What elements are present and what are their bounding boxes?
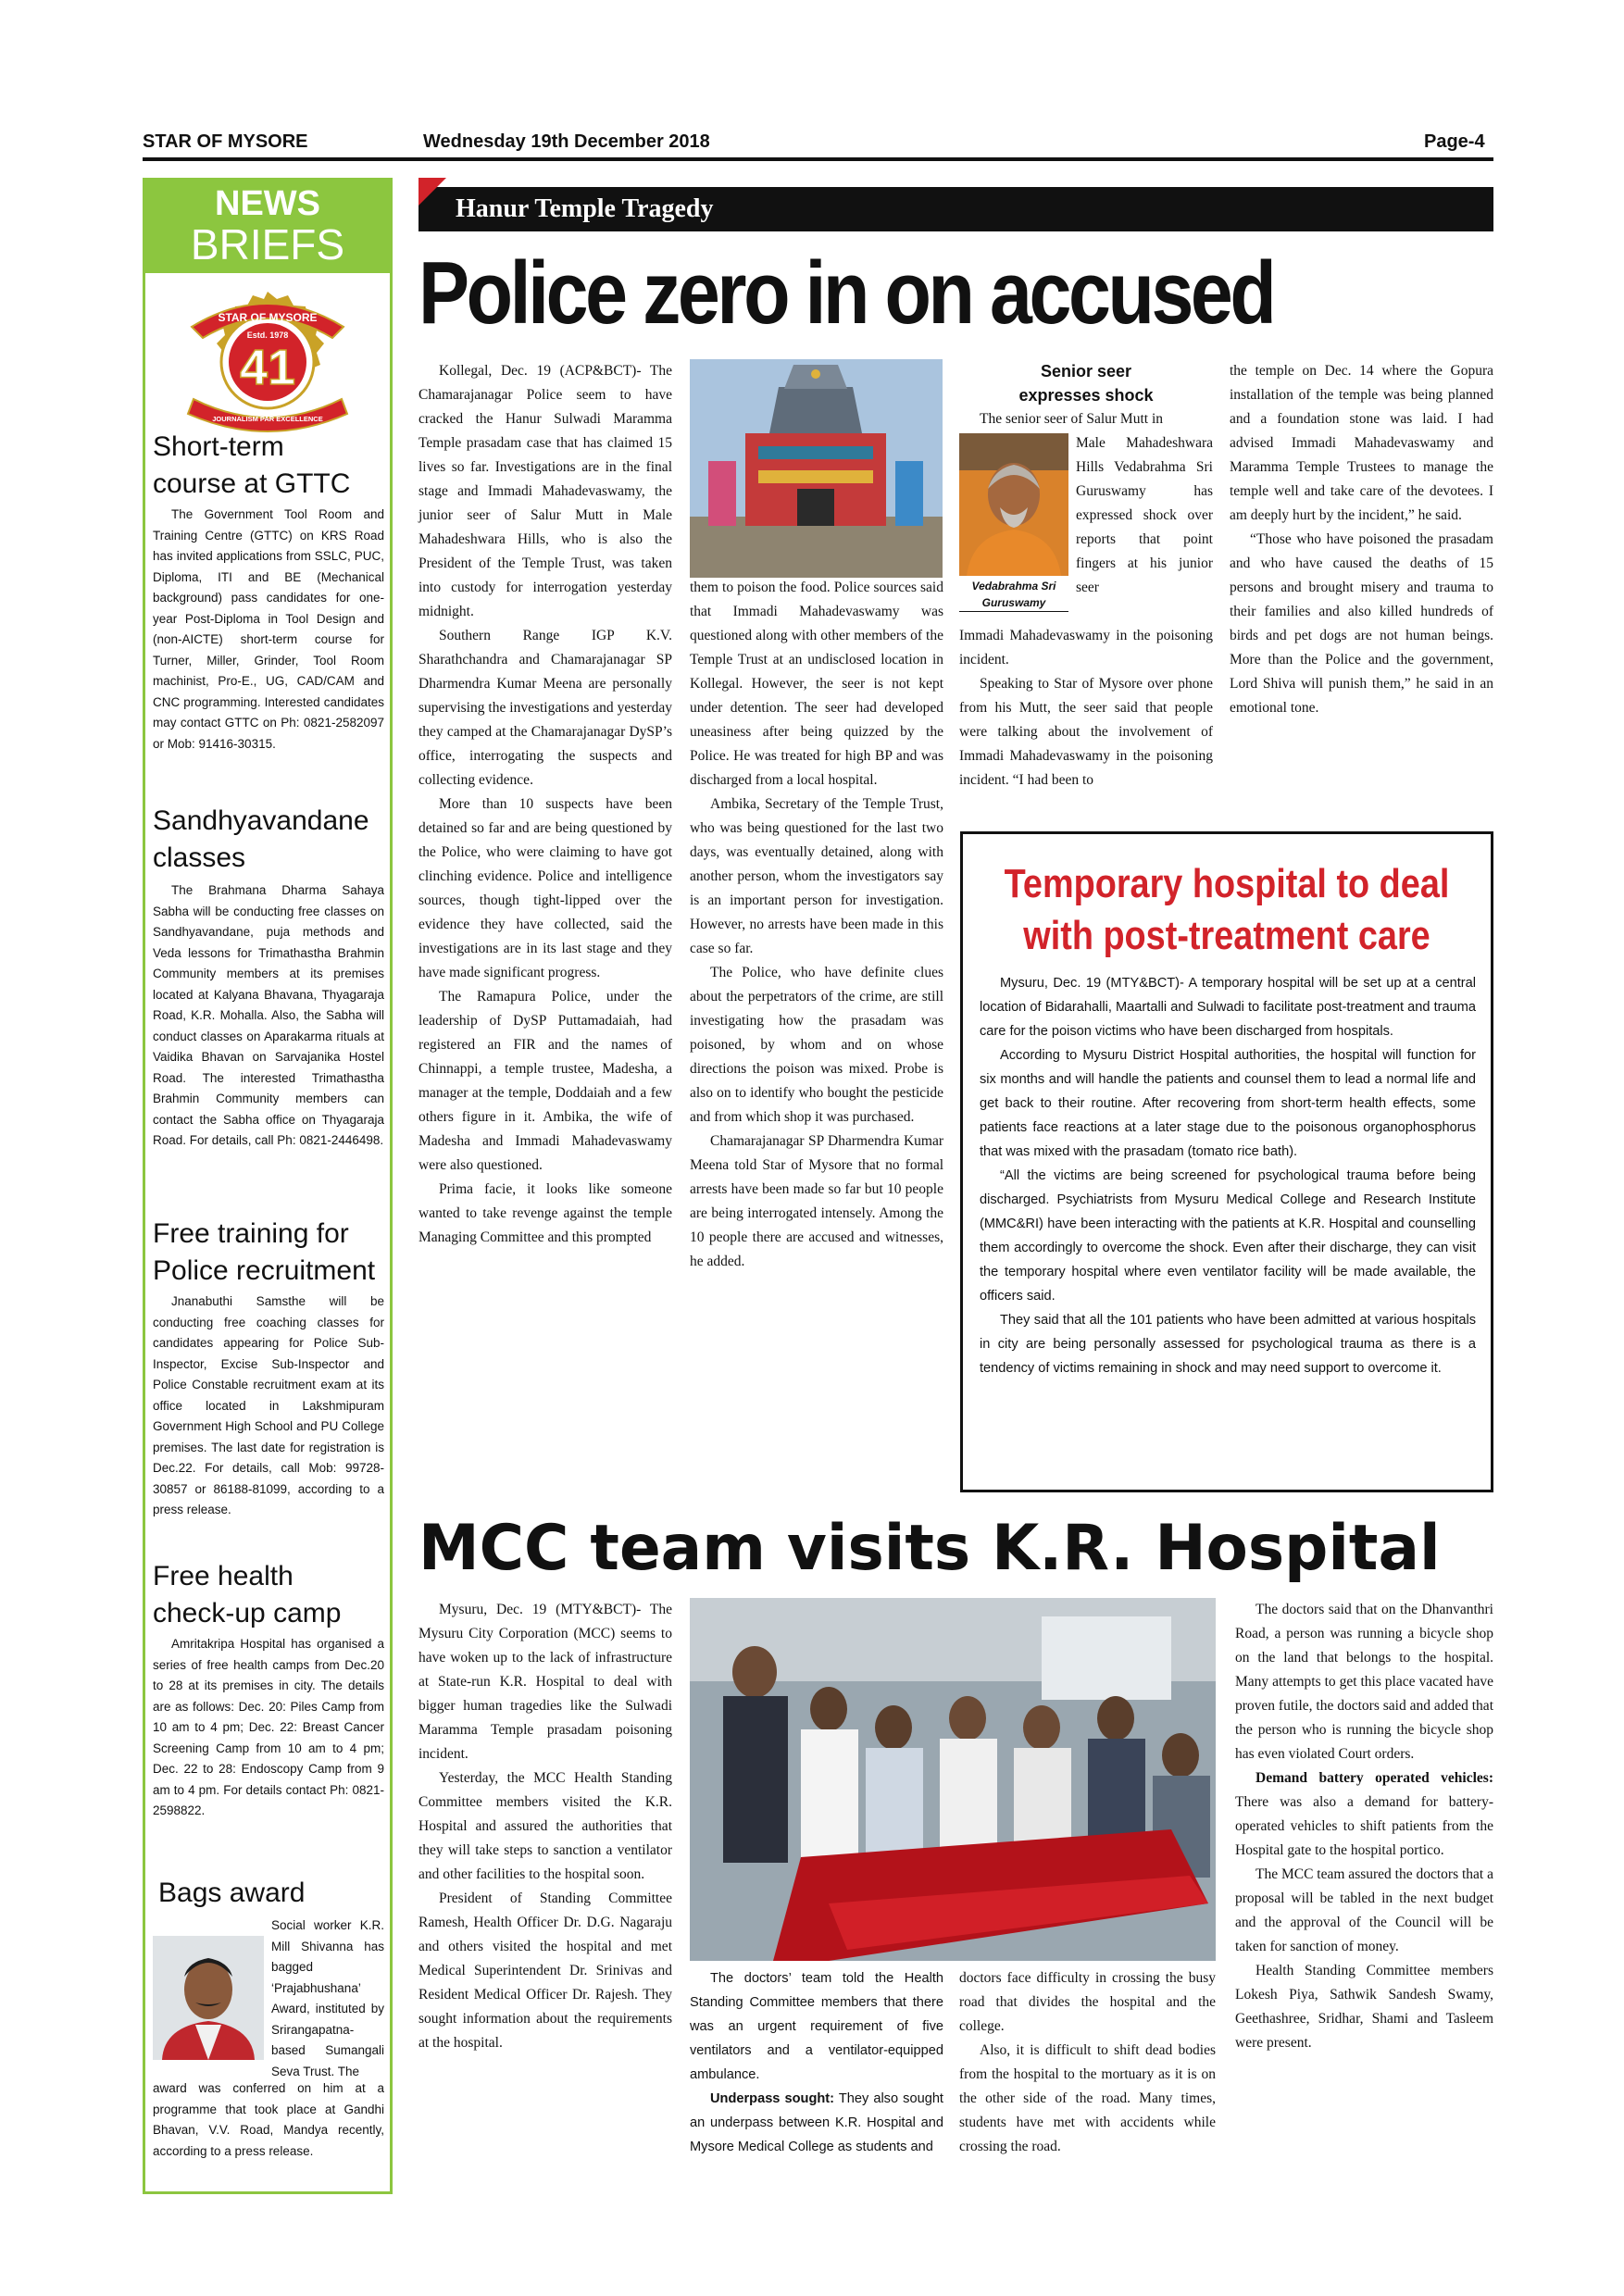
story2-paragraph: Health Standing Committee members Lokesh Piya, Sathwik Sandesh Swamy, Geethashree, Sridhar, Shami and Tasleem were present. [1235, 1963, 1493, 2051]
page-number: Page-4 [1424, 131, 1485, 152]
story1-column-2 [690, 576, 943, 1274]
seer-photo-caption [959, 578, 1068, 612]
header-rule [143, 157, 1493, 161]
hospital-paragraph: They said that all the 101 patients who have been admitted at various hospitals in city are being personally assessed for psychological trauma as there is a tendency of victims remaining in shock and may need support to overcome it. [980, 1313, 1476, 1376]
brief-heading-sandhyavandane [153, 803, 384, 877]
story2-paragraph: doctors face difficulty in crossing the busy road that divides the hospital and the college. [959, 1970, 1216, 2034]
brief-heading-line: Free health [153, 1561, 294, 1591]
temporary-hospital-body [980, 971, 1476, 1380]
underpass-subhead: Underpass sought: [710, 2091, 834, 2106]
story2-paragraph: The doctors’ team told the Health Standing Committee members that there was an urgent requirement of five ventilators and a ventilator-equipped ambulance. [690, 1971, 943, 2082]
story1-column-1 [418, 359, 672, 1250]
brief-paragraph: award was conferred on him at a programme that took place at Gandhi Bhavan, V.V. Road, Mandya recently, according to a press release. [153, 2081, 384, 2158]
hospital-headline-line: Temporary hospital to deal [1004, 861, 1450, 906]
story1-paragraph: Prima facie, it looks like someone wanted to take revenge against the temple Managing Committee and this prompted [418, 1181, 672, 1245]
brief-heading-line: Free training for [153, 1218, 349, 1249]
hospital-paragraph: “All the victims are being screened for psychological trauma before being discharged. Psychiatrists from Mysuru Medical College and Research Institute (MMC&RI) have been interacting with the patients at K.R. Hospital and counselling them accordingly to overcome the shock. Even after their discharge, they can visit the temporary hospital where even ventilator facility will be made available, the officers said. [980, 1168, 1476, 1304]
brief-heading-line: course at GTTC [153, 468, 351, 499]
brief-heading-line: Short-term [153, 431, 284, 462]
story2-column-2 [690, 1966, 943, 2159]
brief-paragraph: Social worker K.R. Mill Shivanna has bagged ‘Prajabhushana’ Award, instituted by Srirangapatna-based Sumangali Seva Trust. The [271, 1918, 384, 2078]
shivanna-photo [153, 1936, 264, 2060]
story2-column-3 [959, 1966, 1216, 2159]
headline-police-zero-in: Police zero in on accused [418, 243, 1274, 343]
brief-heading-line: check-up camp [153, 1598, 342, 1628]
badge-motto: JOURNALISM PAR EXCELLENCE [212, 415, 323, 423]
mcc-hospital-visit-photo [690, 1598, 1216, 1961]
seer-paragraph: “Those who have poisoned the prasadam and who have caused the deaths of 15 persons and brought misery and trauma to their families and also killed hundreds of birds and pet dogs are not human beings. More than the Police and the government, Lord Shiva will punish them,” he said in an emotional tone. [1230, 531, 1493, 716]
seer-title-line: expresses shock [1018, 386, 1154, 405]
story1-paragraph: More than 10 suspects have been detained so far and are being questioned by the Police, who were claiming to have got clinching evidence. Police and intelligence sources, though tight-lipped over the evidence they have collected, said the investigations are in its last stage and they have made significant progress. [418, 796, 672, 980]
temporary-hospital-box [960, 831, 1493, 1492]
story1-paragraph: Kollegal, Dec. 19 (ACP&BCT)- The Chamarajanagar Police seem to have cracked the Hanur Sulwadi Maramma Temple prasadam case that has claimed 15 lives so far. Investigations are in the final stage and Immadi Mahadevaswamy, the junior seer of Salur Mutt in Male Mahadeshwara Hills, who is also the President of the Temple Trust, was taken into custody for interrogation yesterday midnight. [418, 363, 672, 619]
brief-heading-gttc [153, 429, 384, 503]
news-briefs-title-bottom: BRIEFS [190, 220, 345, 268]
news-briefs-sidebar [143, 178, 393, 2194]
seer-caption-line: Guruswamy [959, 594, 1068, 612]
story2-paragraph [690, 2087, 943, 2159]
story2-paragraph: Also, it is difficult to shift dead bodies from the hospital to the mortuary as it is on the other side of the road. Many times, students have met with accidents while crossing the road. [959, 2042, 1216, 2154]
brief-paragraph: The Brahmana Dharma Sahaya Sabha will be conducting free classes on Sandhyavandane, puja methods and Veda lessons for Trimathastha Brahmin Community members at its premises located at Kalyana Bhavana, Thyagaraja Road, K.R. Mohalla. Also, the Sabha will conduct classes on Aparakarma rituals at Vaidika Bhavan on Sarvajanika Hostel Road. The interested Trimathastha Brahmin Community members can contact the Sabha office on Thyagaraja Road. For details, call Ph: 0821-2446498. [153, 883, 384, 1147]
seer-rest-text [959, 624, 1213, 792]
news-briefs-title-top: NEWS [215, 184, 320, 223]
story2-paragraph: President of Standing Committee Ramesh, Health Officer Dr. D.G. Nagaraju and others visited the hospital and met Medical Superintendent Dr. Srinivas and Resident Medical Officer Dr. Rajesh. They sought information about the requirements at the hospital. [418, 1890, 672, 2051]
headline-mcc-team: MCC team visits K.R. Hospital [418, 1512, 1441, 1585]
badge-number: 41 [239, 340, 296, 395]
paper-name: STAR OF MYSORE [143, 131, 308, 152]
story2-paragraph: Mysuru, Dec. 19 (MTY&BCT)- The Mysuru City Corporation (MCC) seems to have woken up to the lack of infrastructure at State-run K.R. Hospital to deal with bigger human tragedies like the Sulwadi Maramma Temple prasadam poisoning incident. [418, 1602, 672, 1762]
issue-date: Wednesday 19th December 2018 [423, 131, 710, 152]
brief-body-bags-award-bottom [153, 2078, 384, 2162]
brief-paragraph: The Government Tool Room and Training Centre (GTTC) on KRS Road has invited applications from SSLC, PUC, Diploma, ITI and BE (Mechanical background) pass candidates for one-year Post-Diploma in Tool Design and (non-AICTE) short-term course for Turner, Miller, Grinder, Tool Room machinist, Pro-E., UG, CAD/CAM and CNC programming. Interested candidates may contact GTTC on Ph: 0821-2582097 or Mob: 91416-30315. [153, 507, 384, 751]
story2-column-4 [1235, 1598, 1493, 2055]
brief-body-sandhyavandane [153, 880, 384, 1152]
story1-paragraph: The Police, who have definite clues about the perpetrators of the crime, are still investigating how the prasadam was poisoned, by whom and on whose directions the poison was mixed. Probe is also on to identify who bought the pesticide and from which shop it was purchased. [690, 965, 943, 1125]
temple-photo [690, 359, 943, 578]
story2-paragraph: The doctors said that on the Dhanvanthri Road, a person was running a bicycle shop on the land that belongs to the hospital. Many attempts to get this place vacated have proven futile, the doctors said and added that the person who is running the bicycle shop has even violated Court orders. [1235, 1602, 1493, 1762]
badge-top-text: STAR OF MYSORE [218, 311, 318, 324]
story2-column-1 [418, 1598, 672, 2055]
seer-paragraph: Speaking to Star of Mysore over phone from his Mutt, the seer said that people were talking about the involvement of Immadi Mahadevaswamy in the poisoning incident. “I had been to [959, 676, 1213, 788]
hospital-paragraph: According to Mysuru District Hospital authorities, the hospital will function for six months and will handle the patients and counsel them to lead a normal life and get back to their routine. After recovering from short-term health effects, some patients face reactions at a later stage due to the poisonous organophosphorus that was mixed with the prasadam (tomato rice bath). [980, 1048, 1476, 1159]
brief-paragraph: Jnanabuthi Samsthe will be conducting free coaching classes for candidates appearing for Police Sub-Inspector, Excise Sub-Inspector and Police Constable recruitment exam at its office located in Lakshmipuram Government High School and PU College premises. The last date for registration is Dec.22. For details, call Mob: 99728-30857 or 86188-81099, according to a press release. [153, 1294, 384, 1516]
seer-title-line: Senior seer [1040, 362, 1132, 381]
seer-caption-line: Vedabrahma Sri [971, 580, 1056, 593]
brief-body-bags-award-side [271, 1915, 384, 2082]
brief-heading-bags-award: Bags award [158, 1878, 306, 1908]
battery-vehicles-subhead: Demand battery operated vehicles: [1255, 1770, 1493, 1786]
brief-body-gttc [153, 505, 384, 755]
kicker-red-corner [418, 178, 446, 206]
underpass-text: They also sought an underpass between K.R. Hospital and Mysore Medical College as students and [690, 2091, 943, 2154]
hospital-headline-line: with post-treatment care [1023, 913, 1430, 958]
seer-column-4 [1230, 359, 1493, 720]
brief-paragraph: Amritakripa Hospital has organised a series of free health camps from Dec.20 to 28 at its premises in city. The details are as follows: Dec. 20: Piles Camp from 10 am to 4 pm; Dec. 22: Breast Cancer Screening Camp from 10 am to 4 pm; Dec. 22 to 28: Endoscopy Camp from 9 am to 4 pm. For details contact Ph: 0821-2598822. [153, 1637, 384, 1817]
story1-paragraph: Chamarajanagar SP Dharmendra Kumar Meena told Star of Mysore that no formal arrests have been made so far but 10 people are being interrogated intensely. Among the 10 people there are accused and witnesses, he added. [690, 1133, 943, 1269]
brief-heading-line: Police recruitment [153, 1255, 376, 1286]
seer-box-title [959, 359, 1213, 407]
story1-paragraph: The Ramapura Police, under the leadership of DySP Puttamadaiah, had registered an FIR and the names of Chinnappi, a temple trustee, Madesha, a manager at the temple, Doddaiah and a few others figure in it. Ambika, the wife of Madesha and Immadi Mahadevaswamy were also questioned. [418, 989, 672, 1173]
seer-paragraph: Immadi Mahadevaswamy in the poisoning incident. [959, 628, 1213, 668]
temporary-hospital-headline [1000, 858, 1454, 962]
story1-paragraph: them to poison the food. Police sources said that Immadi Mahadevaswamy was questioned along with other members of the Temple Trust at an undisclosed location in Kollegal. However, the seer is not kept under detention. The seer had developed uneasiness after being quizzed by the Police. He was treated for high BP and was discharged from a local hospital. [690, 580, 943, 788]
kicker-text: Hanur Temple Tragedy [456, 194, 714, 223]
anniversary-badge-logo [166, 281, 369, 438]
brief-heading-line: Sandhyavandane [153, 805, 369, 836]
hospital-paragraph: Mysuru, Dec. 19 (MTY&BCT)- A temporary hospital will be set up at a central location of Bidarahalli, Maartalli and Sulwadi to facilitate post-treatment and trauma care for the poison victims who have been discharged from hospitals. [980, 976, 1476, 1039]
seer-paragraph: the temple on Dec. 14 where the Gopura installation of the temple was being planned and a foundation stone was laid. I had advised Immadi Mahadevaswamy and Maramma Temple Trustees to manage the temple well and take care of the devotees. I am deeply hurt by the incident,” he said. [1230, 363, 1493, 523]
seer-beside-text: Male Mahadeshwara Hills Vedabrahma Sri Guruswamy has expressed shock over reports that point fingers at his junior seer [1076, 435, 1213, 595]
story2-paragraph: Yesterday, the MCC Health Standing Committee members visited the K.R. Hospital and assured the authorities that they will take steps to sanction a ventilator and other facilities to the hospital soon. [418, 1770, 672, 1882]
brief-body-health-camp [153, 1634, 384, 1822]
brief-heading-police-training [153, 1216, 384, 1290]
story2-paragraph: The MCC team assured the doctors that a proposal will be tabled in the next budget and the approval of the Council will be taken for sanction of money. [1235, 1866, 1493, 1954]
brief-heading-line: classes [153, 842, 246, 873]
story2-paragraph [1235, 1766, 1493, 1863]
seer-photo [959, 433, 1068, 576]
story1-paragraph: Ambika, Secretary of the Temple Trust, who was being questioned for the last two days, was eventually detained, along with another person, whom the investigators say is an important person for investigation. However, no arrests have been made in this case so far. [690, 796, 943, 956]
story1-paragraph: Southern Range IGP K.V. Sharathchandra and Chamarajanagar SP Dharmendra Kumar Meena are personally supervising the investigations and yesterday they camped at the Chamarajanagar DySP’s office, interrogating the suspects and collecting evidence. [418, 628, 672, 788]
seer-lead: The senior seer of Salur Mutt in [980, 411, 1164, 427]
battery-vehicles-text: There was also a demand for battery-operated vehicles to shift patients from the Hospital gate to the hospital portico. [1235, 1794, 1493, 1858]
badge-estd: Estd. 1978 [246, 331, 289, 340]
brief-heading-health-camp [153, 1558, 384, 1632]
brief-body-police-training [153, 1292, 384, 1521]
news-briefs-header [145, 181, 390, 273]
